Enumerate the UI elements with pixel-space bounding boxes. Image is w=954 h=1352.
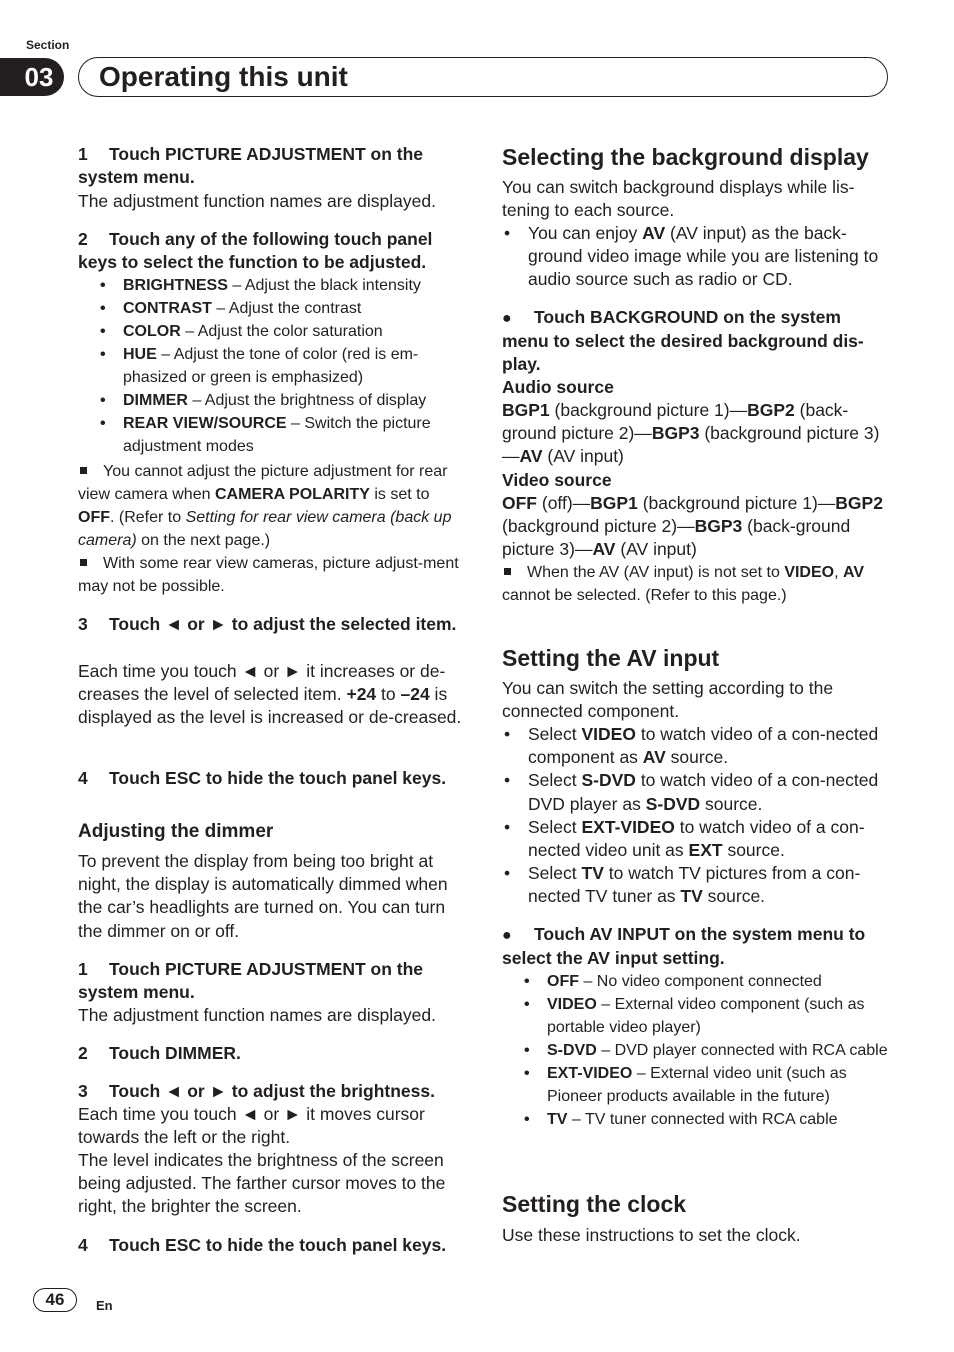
option-key: BGP2 <box>747 400 795 420</box>
audio-source-sequence <box>502 399 888 469</box>
list-item <box>78 297 468 320</box>
section-label: Section <box>26 38 70 52</box>
item-key: TV <box>547 1111 568 1128</box>
item-text: source. <box>700 793 763 814</box>
item-text: to watch TV pictures from a con-nected TV tuner as <box>528 863 861 907</box>
dimmer-step-4 <box>78 1234 478 1257</box>
item-key: EXT-VIDEO <box>581 816 675 837</box>
note-text: When the AV (AV input) is not set to <box>527 564 785 581</box>
step-3-desc <box>78 660 468 730</box>
step-1 <box>78 143 468 189</box>
item-key: S-DVD <box>547 1042 597 1059</box>
item-key: REAR VIEW/SOURCE <box>123 415 287 432</box>
item-desc: – Adjust the contrast <box>211 300 362 317</box>
dimmer-heading: Adjusting the dimmer <box>78 821 274 842</box>
list-item <box>502 970 888 993</box>
desc-text: is displayed as the level is increased or de-creased. <box>78 684 462 728</box>
note-square-icon <box>504 568 511 575</box>
background-intro: You can switch background displays while lis-tening to each source. <box>502 177 855 221</box>
item-desc: – Adjust the tone of color (red is em-phasized or green is emphasized) <box>123 346 419 386</box>
item-text: (AV input) as the back-ground video image while you are listening to audio source such as radio or CD. <box>528 223 879 290</box>
title-box <box>78 57 888 97</box>
option-key: OFF <box>502 493 537 513</box>
note-square-icon <box>80 559 87 566</box>
option-text: (off)— <box>537 493 591 513</box>
note-text: You cannot adjust the picture adjustment for rear view camera when <box>78 463 448 503</box>
item-desc: – Switch the picture adjustment modes <box>123 415 431 455</box>
item-key: VIDEO <box>581 724 636 744</box>
item-key: S-DVD <box>645 793 701 814</box>
item-desc: – Adjust the color saturation <box>180 323 383 340</box>
note-1 <box>78 460 468 552</box>
item-key: DIMMER <box>123 392 188 409</box>
step-text: Touch any of the following touch panel keys to select the function to be adjusted. <box>78 229 433 273</box>
step-text: Touch ◄ or ► to adjust the selected item. <box>109 614 457 634</box>
item-key: EXT-VIDEO <box>547 1065 633 1082</box>
option-key: BGP1 <box>502 400 550 420</box>
list-item <box>502 769 888 815</box>
note-square-icon <box>80 467 87 474</box>
video-source-label: Video source <box>502 470 612 490</box>
note-key: VIDEO <box>784 564 835 581</box>
item-text: to watch video of a con-nected video unit as <box>528 816 865 861</box>
item-text: source. <box>722 840 785 861</box>
item-key: AV <box>642 223 666 243</box>
step-4 <box>78 767 478 790</box>
step-number: 4 <box>78 768 88 788</box>
list-item <box>502 222 888 292</box>
item-key: TV <box>581 863 604 884</box>
item-desc: – External video component (such as portable video player) <box>547 996 865 1036</box>
dimmer-step-1-desc: The adjustment function names are displayed. <box>78 1005 436 1025</box>
item-desc: – No video component connected <box>579 973 822 990</box>
av-input-intro: You can switch the setting according to the connected component. <box>502 678 834 722</box>
background-step <box>502 306 888 377</box>
note-text: . (Refer to <box>110 509 186 526</box>
clock-heading: Setting the clock <box>502 1191 687 1217</box>
item-key: S-DVD <box>581 770 636 791</box>
option-text: (AV input) <box>542 446 624 467</box>
option-key: BGP1 <box>590 493 638 513</box>
item-desc: – Adjust the brightness of display <box>187 392 427 409</box>
note-2 <box>78 552 468 598</box>
list-item <box>502 1108 888 1131</box>
option-text: (background picture 1)— <box>549 400 748 420</box>
av-input-options <box>502 970 888 1131</box>
item-key: COLOR <box>123 323 181 340</box>
option-key: BGP2 <box>835 493 883 513</box>
step-text: Touch AV INPUT on the system menu to select the AV input setting. <box>502 924 866 969</box>
step-text: Touch PICTURE ADJUSTMENT on the system menu. <box>78 144 424 188</box>
step-1-desc: The adjustment function names are displayed. <box>78 191 436 211</box>
item-text: source. <box>665 747 729 768</box>
av-input-heading: Setting the AV input <box>502 645 720 671</box>
dimmer-step-3 <box>78 1080 468 1103</box>
option-key: BGP3 <box>651 423 700 444</box>
option-text: (back-ground picture 2)— <box>502 400 849 444</box>
list-item <box>78 320 468 343</box>
item-desc: – External video unit (such as Pioneer products available in the future) <box>547 1065 847 1105</box>
desc-key: +24 <box>346 684 377 705</box>
step-number: 2 <box>78 1043 88 1063</box>
av-input-step <box>502 923 888 970</box>
list-item <box>78 412 468 458</box>
dimmer-step-2 <box>78 1042 468 1065</box>
item-key: TV <box>680 886 703 907</box>
clock-intro: Use these instructions to set the clock. <box>502 1225 801 1245</box>
step-text: Touch ESC to hide the touch panel keys. <box>109 1235 447 1255</box>
desc-text: Each time you touch ◄ or ► it increases or de-creases the level of selected item. <box>78 661 446 705</box>
audio-source-label: Audio source <box>502 377 614 397</box>
note-text: With some rear view cameras, picture adjust-ment may not be possible. <box>78 555 459 595</box>
list-item <box>502 993 888 1039</box>
dimmer-step-3-desc-1: Each time you touch ◄ or ► it moves cursor towards the left or the right. <box>78 1104 425 1148</box>
item-key: OFF <box>547 973 579 990</box>
step-number: 3 <box>78 614 88 634</box>
background-heading: Selecting the background display <box>502 144 869 170</box>
step-number: 1 <box>78 959 88 979</box>
option-key: BGP3 <box>694 516 743 537</box>
note-text: cannot be selected. (Refer to this page.) <box>502 587 787 604</box>
note-text: on the next page.) <box>136 532 271 549</box>
option-text: (AV input) <box>615 539 697 560</box>
note-key: OFF <box>78 509 110 526</box>
item-desc: – TV tuner connected with RCA cable <box>567 1111 838 1128</box>
list-item <box>502 1039 888 1062</box>
item-text: You can enjoy <box>528 223 643 243</box>
dimmer-step-1 <box>78 958 468 1004</box>
step-number: 1 <box>78 144 88 164</box>
item-text: Select <box>528 863 582 884</box>
step-text: Touch BACKGROUND on the system menu to select the desired background dis-play. <box>502 307 864 375</box>
language-label: En <box>96 1298 113 1313</box>
option-text: (background picture 1)— <box>637 493 836 513</box>
video-source-sequence <box>502 492 888 562</box>
list-item <box>502 1062 888 1108</box>
option-key: AV <box>592 539 616 560</box>
step-text: Touch PICTURE ADJUSTMENT on the system menu. <box>78 959 424 1003</box>
item-key: HUE <box>123 346 157 363</box>
option-text: (back-ground picture 3)— <box>502 516 851 560</box>
item-key: BRIGHTNESS <box>123 277 228 294</box>
list-item <box>502 723 888 769</box>
step-number: 4 <box>78 1235 88 1255</box>
item-key: CONTRAST <box>123 300 212 317</box>
background-note <box>502 561 888 607</box>
step-text: Touch DIMMER. <box>109 1043 241 1063</box>
item-text: Select <box>528 770 582 791</box>
item-key: AV <box>642 747 666 768</box>
page-title: Operating this unit <box>99 61 348 92</box>
list-item <box>502 862 888 908</box>
step-text: Touch ◄ or ► to adjust the brightness. <box>109 1081 435 1101</box>
step-2 <box>78 228 468 274</box>
option-key: AV <box>519 446 543 467</box>
option-text: (background picture 2)— <box>502 516 695 537</box>
option-text: (background picture 3)— <box>502 423 880 467</box>
item-key: VIDEO <box>547 996 597 1013</box>
step-number: 2 <box>78 229 88 249</box>
step-text: Touch ESC to hide the touch panel keys. <box>109 768 447 788</box>
item-text: to watch video of a con-nected component as <box>528 724 879 768</box>
av-input-bullets <box>502 723 888 909</box>
note-key: CAMERA POLARITY <box>214 486 370 503</box>
item-text: to watch video of a con-nected DVD player as <box>528 770 879 814</box>
list-item <box>502 816 888 862</box>
note-text: , <box>834 564 843 581</box>
dimmer-intro: To prevent the display from being too bright at night, the display is automatically dimmed when the car’s headlights are turned on. You can turn the dimmer on or off. <box>78 851 448 941</box>
adjustment-list <box>78 274 468 458</box>
step-3 <box>78 613 468 636</box>
item-text: source. <box>702 886 766 907</box>
item-key: EXT <box>688 840 723 861</box>
list-item <box>78 274 468 297</box>
step-number: 3 <box>78 1081 88 1101</box>
list-item <box>78 343 468 389</box>
note-key: AV <box>843 564 865 581</box>
page-number: 46 <box>33 1288 77 1312</box>
item-text: Select <box>528 724 582 744</box>
background-bullets <box>502 222 888 292</box>
dimmer-step-3-desc-2: The level indicates the brightness of the screen being adjusted. The farther cursor moves to the right, the brighter the screen. <box>78 1150 446 1217</box>
item-desc: – DVD player connected with RCA cable <box>596 1042 888 1059</box>
list-item <box>78 389 468 412</box>
item-desc: – Adjust the black intensity <box>227 277 421 294</box>
item-text: Select <box>528 816 582 837</box>
section-number-tab: 03 <box>0 58 64 96</box>
desc-text: to <box>376 684 401 705</box>
desc-key: –24 <box>400 684 430 705</box>
note-reference: Setting for rear view camera (back up camera) <box>78 509 452 549</box>
note-text: is set to <box>369 486 430 503</box>
